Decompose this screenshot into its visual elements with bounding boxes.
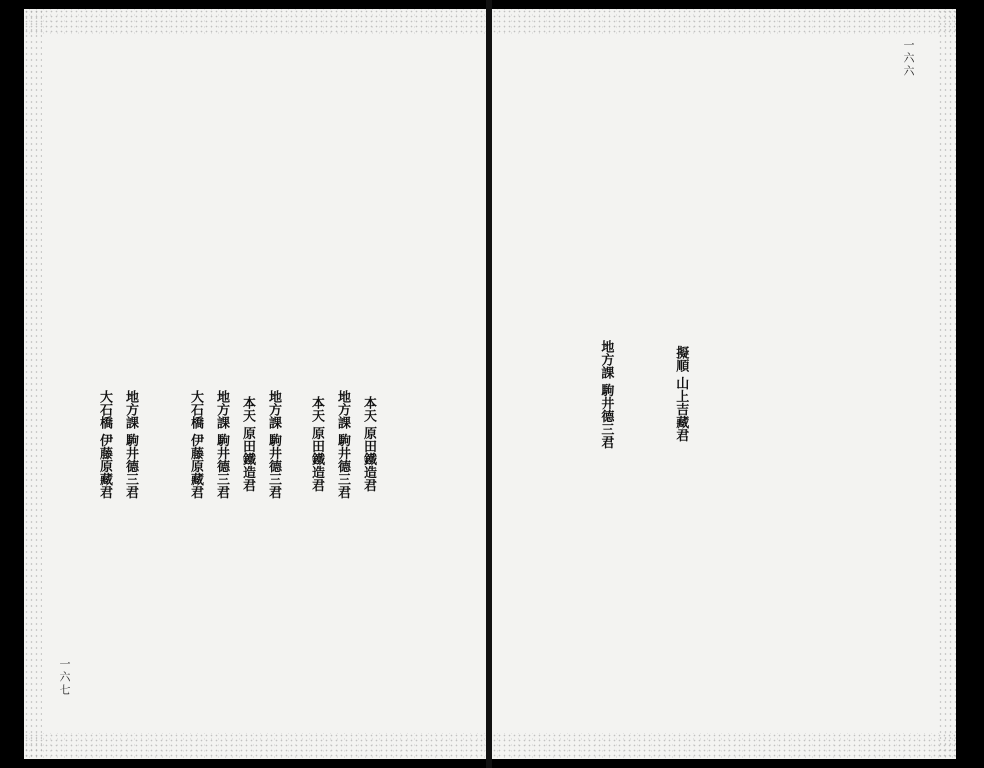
scan-edge-side — [938, 9, 956, 759]
speaker-label: 地方課 駒井德三君 — [266, 389, 281, 499]
text-column — [670, 69, 690, 719]
speaker-label: 擬順 山上吉藏君 — [673, 346, 689, 442]
text-column — [384, 169, 395, 719]
text-column — [401, 169, 408, 719]
scan-edge-top — [24, 9, 486, 35]
text-column — [358, 169, 378, 719]
speaker-label: 本天 原田鐵造君 — [309, 396, 324, 492]
right-page-body — [522, 69, 886, 719]
speaker-label: 地方課 駒井德三君 — [214, 389, 229, 499]
text-column — [159, 169, 166, 719]
left-page-body — [94, 169, 408, 719]
text-column — [843, 69, 861, 719]
text-column — [546, 69, 564, 719]
text-column — [94, 169, 114, 719]
speaker-label: 本天 原田鐵造君 — [361, 396, 376, 492]
text-column — [595, 69, 615, 719]
text-column — [263, 169, 283, 719]
speaker-label: 地方課 駒井德三君 — [335, 389, 350, 499]
speaker-label: 大石橋 伊藤原藏君 — [188, 389, 203, 499]
text-column — [172, 169, 179, 719]
text-column — [289, 169, 300, 719]
page-number: 一六六 — [902, 39, 915, 78]
speaker-label: 地方課 駒井德三君 — [123, 389, 138, 499]
left-page — [24, 9, 486, 759]
page-number: 一六七 — [58, 658, 71, 697]
speaker-label: 本天 原田鐵造君 — [240, 396, 255, 492]
text-column — [794, 69, 812, 719]
text-column — [696, 69, 714, 719]
text-column — [745, 69, 763, 719]
text-column — [721, 69, 739, 719]
text-column — [185, 169, 205, 719]
right-page — [492, 9, 956, 759]
text-column — [770, 69, 788, 719]
scan-edge-bottom — [24, 733, 486, 759]
scan-edge-bottom — [492, 733, 956, 759]
text-column — [237, 169, 257, 719]
text-column — [819, 69, 837, 719]
text-column — [306, 169, 326, 719]
text-column — [571, 69, 589, 719]
scan-edge-side — [24, 9, 42, 759]
scan-edge-top — [492, 9, 956, 35]
text-column — [146, 169, 153, 719]
speaker-label: 大石橋 伊藤原藏君 — [97, 389, 112, 499]
text-column — [332, 169, 352, 719]
text-column — [621, 69, 639, 719]
text-column — [211, 169, 231, 719]
text-column — [120, 169, 140, 719]
speaker-label: 地方課 駒井德三君 — [598, 339, 614, 449]
text-column — [868, 69, 886, 719]
text-column — [646, 69, 664, 719]
text-column — [522, 69, 540, 719]
